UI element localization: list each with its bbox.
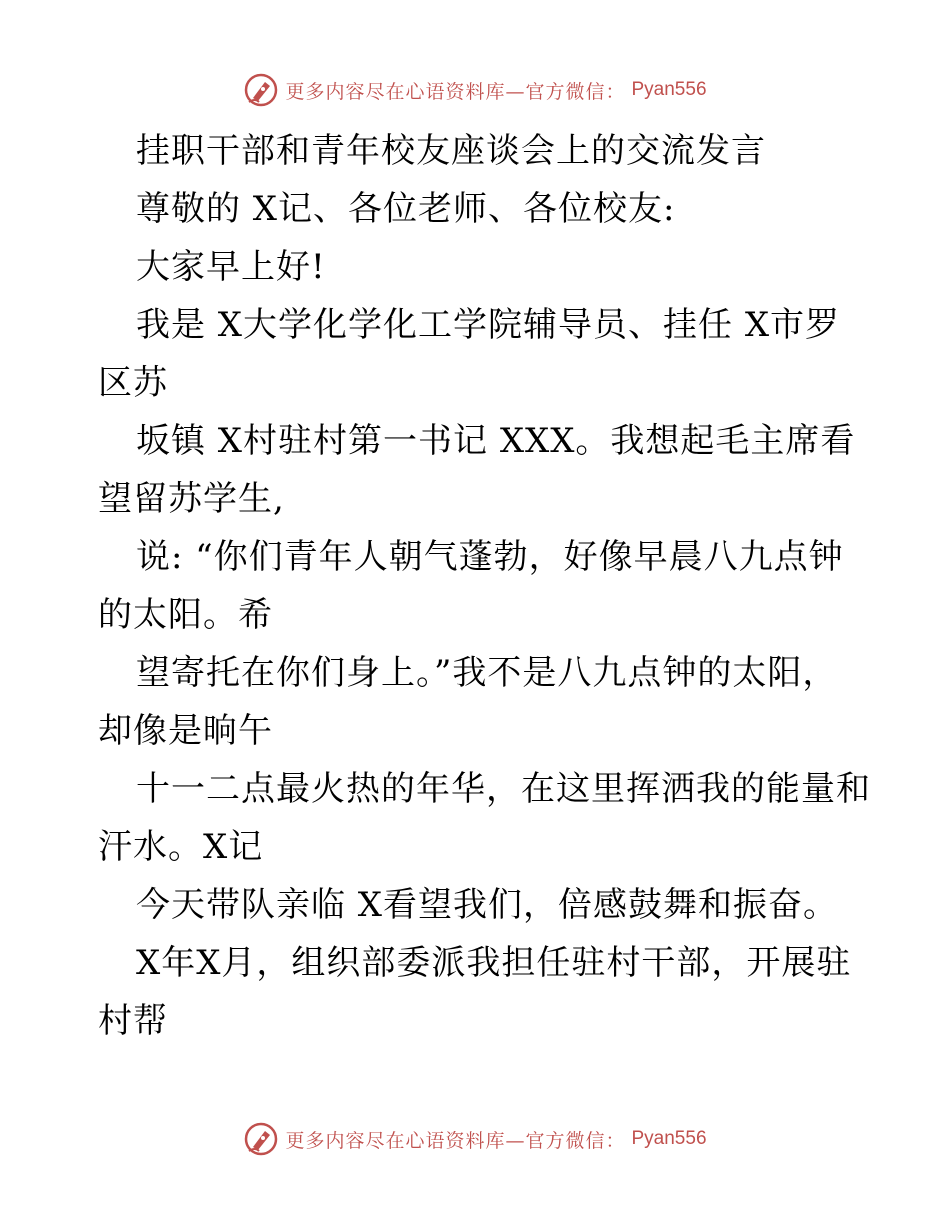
text-line: 却像是晌午 [98, 711, 273, 751]
text-line: X年X月，组织部委派我担任驻村干部，开展驻 [136, 943, 852, 983]
banner-text: 更多内容尽在心语资料库—官方微信： [285, 80, 626, 103]
text-line: 尊敬的 X记、各位老师、各位校友: [136, 189, 676, 229]
document-body [98, 122, 871, 1050]
text-line: 挂职干部和青年校友座谈会上的交流发言 [136, 131, 766, 171]
pen-nib-logo-icon [243, 1121, 279, 1157]
text-line: 望寄托在你们身上。”我不是八九点钟的太阳， [136, 653, 838, 693]
text-line: 坂镇 X村驻村第一书记 XXX。我想起毛主席看 [136, 421, 856, 461]
text-line: 十一二点最火热的年华，在这里挥洒我的能量和 [136, 769, 871, 809]
banner-text: 更多内容尽在心语资料库—官方微信： [285, 1129, 626, 1152]
text-line: 我是 X大学化学化工学院辅导员、挂任 X市罗 [136, 305, 841, 345]
wechat-id: Pyan556 [631, 1128, 707, 1149]
text-line: 今天带队亲临 X看望我们，倍感鼓舞和振奋。 [136, 885, 839, 925]
text-line: 说: “你们青年人朝气蓬勃，好像早晨八九点钟 [136, 537, 844, 577]
text-line: 汗水。X记 [98, 827, 264, 867]
text-line: 村帮 [98, 1001, 168, 1041]
text-line: 的太阳。希 [98, 595, 273, 635]
header-banner [0, 72, 950, 108]
text-line: 望留苏学生, [98, 479, 285, 519]
pen-nib-logo-icon [243, 72, 279, 108]
wechat-id: Pyan556 [631, 79, 707, 100]
text-line: 大家早上好! [136, 247, 326, 287]
text-line: 区苏 [98, 363, 168, 403]
footer-banner [0, 1121, 950, 1157]
